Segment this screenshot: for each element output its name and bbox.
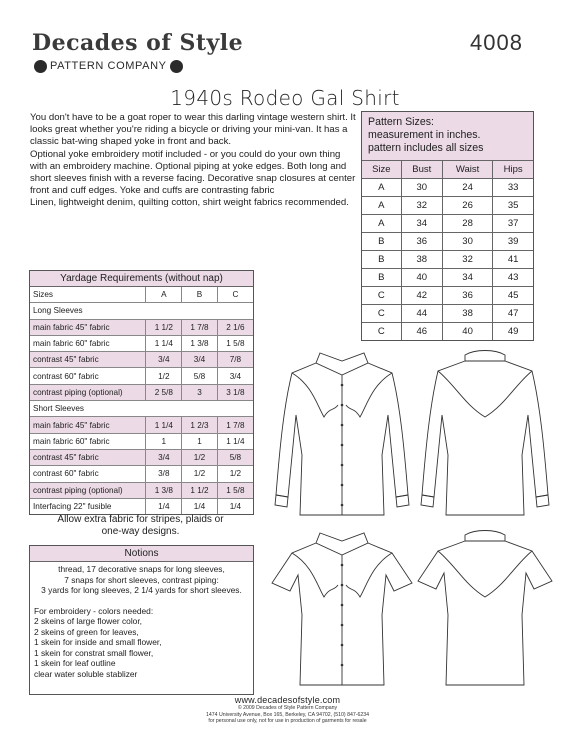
table-cell: A — [362, 197, 401, 215]
yardage-title: Yardage Requirements (without nap) — [30, 271, 253, 287]
table-cell: 3 1/8 — [217, 384, 253, 400]
table-cell: 44 — [401, 305, 442, 323]
table-cell: 1/4 — [182, 498, 218, 514]
table-cell: 34 — [442, 269, 492, 287]
table-cell: contrast 45" fabric — [30, 449, 146, 465]
address-text: 1474 University Avenue, Box 165, Berkeley, CA 94702, (510) 847-6234 — [205, 711, 370, 718]
table-cell: 33 — [493, 179, 533, 197]
table-cell: A — [362, 179, 401, 197]
table-cell: 38 — [401, 251, 442, 269]
table-cell: 28 — [442, 215, 492, 233]
table-cell: 1 7/8 — [182, 319, 218, 335]
table-cell: 3/4 — [146, 352, 182, 368]
notions-line: 1 skein for inside and small flower, — [34, 637, 162, 647]
table-row — [362, 197, 533, 215]
table-row — [30, 352, 253, 368]
section-row — [30, 303, 253, 319]
table-cell: 3/4 — [217, 368, 253, 384]
table-row — [362, 287, 533, 305]
table-cell: B — [362, 269, 401, 287]
notions-line: 1 skein for leaf outline — [34, 658, 116, 668]
table-cell: 41 — [493, 251, 533, 269]
yardage-table — [29, 270, 254, 515]
table-cell: 1 1/2 — [182, 482, 218, 498]
footer — [200, 695, 375, 725]
notions-line: 2 skeins of green for leaves, — [34, 626, 139, 637]
table-cell: 43 — [493, 269, 533, 287]
table-cell: C — [362, 323, 401, 341]
table-row — [30, 433, 253, 449]
table-cell: 24 — [442, 179, 492, 197]
short-sleeve-back-illustration — [410, 525, 560, 695]
page-title: 1940s Rodeo Gal Shirt — [170, 86, 400, 110]
table-cell: main fabric 60" fabric — [30, 335, 146, 351]
table-cell: 34 — [401, 215, 442, 233]
table-cell: 1 — [182, 433, 218, 449]
column-header: A — [146, 287, 182, 303]
table-cell: 47 — [493, 305, 533, 323]
table-cell: B — [362, 233, 401, 251]
table-row — [30, 384, 253, 400]
table-cell: A — [362, 215, 401, 233]
sizes-heading-line: pattern includes all sizes — [368, 142, 484, 154]
table-cell: 2 5/8 — [146, 384, 182, 400]
table-row — [30, 335, 253, 351]
table-cell: 35 — [493, 197, 533, 215]
table-cell: B — [362, 251, 401, 269]
column-header: B — [182, 287, 218, 303]
notions-line: For embroidery - colors needed: — [34, 605, 154, 616]
sizes-heading-line: measurement in inches. — [368, 129, 481, 141]
column-header: Bust — [401, 161, 442, 179]
table-cell: 40 — [442, 323, 492, 341]
intro-text — [30, 112, 358, 210]
table-header-row — [30, 287, 253, 303]
notions-title: Notions — [30, 546, 253, 562]
table-cell: 45 — [493, 287, 533, 305]
copyright-text: © 2009 Decades of Style Pattern Company — [237, 705, 338, 711]
pattern-sizes-table — [361, 111, 534, 341]
table-cell: 1/2 — [217, 466, 253, 482]
table-row — [362, 233, 533, 251]
table-row — [30, 449, 253, 465]
table-cell: contrast 45" fabric — [30, 352, 146, 368]
intro-paragraph: Linen, lightweight denim, quilting cotton, shirt weight fabrics recommended. — [30, 197, 349, 209]
table-cell: contrast 60" fabric — [30, 466, 146, 482]
table-header-row — [362, 161, 533, 179]
table-cell: 2 1/6 — [217, 319, 253, 335]
table-cell: 1/2 — [146, 368, 182, 384]
table-cell: 36 — [401, 233, 442, 251]
table-cell: 1 5/8 — [217, 335, 253, 351]
notions-box — [29, 545, 254, 695]
company-row — [34, 58, 183, 74]
table-row — [362, 251, 533, 269]
table-row — [30, 498, 253, 514]
table-row — [30, 482, 253, 498]
table-cell: 42 — [401, 287, 442, 305]
notions-line: 2 skeins of large flower color, — [34, 616, 142, 626]
table-cell: 1 3/8 — [182, 335, 218, 351]
table-cell: contrast 60" fabric — [30, 368, 146, 384]
table-row — [30, 466, 253, 482]
table-cell: 7/8 — [217, 352, 253, 368]
table-cell: C — [362, 305, 401, 323]
column-header: Hips — [493, 161, 533, 179]
table-row — [362, 215, 533, 233]
table-cell: 1/2 — [182, 466, 218, 482]
table-cell: 1 3/8 — [146, 482, 182, 498]
company-name: PATTERN COMPANY — [50, 60, 167, 72]
table-cell: 32 — [401, 197, 442, 215]
table-cell: 38 — [442, 305, 492, 323]
intro-paragraph: You don't have to be a goat roper to wear this darling vintage western shirt. It looks great whether you're riding a bicycle or driving your mini-van. It has a classic bat-wing shaped yoke in front and back. — [30, 112, 356, 148]
table-row — [362, 305, 533, 323]
table-cell: 30 — [442, 233, 492, 251]
section-row — [30, 401, 253, 417]
usage-note: for personal use only, not for use in production of garments for resale — [208, 718, 367, 724]
table-cell: 5/8 — [217, 449, 253, 465]
table-cell: main fabric 45" fabric — [30, 417, 146, 433]
table-cell: 1/4 — [217, 498, 253, 514]
table-cell: 1 1/2 — [146, 319, 182, 335]
table-row — [362, 179, 533, 197]
pattern-number: 4008 — [470, 30, 523, 55]
table-cell: 1 2/3 — [182, 417, 218, 433]
table-row — [30, 319, 253, 335]
notions-line: 3 yards for long sleeves, 2 1/4 yards for short sleeves. — [41, 585, 242, 595]
table-row — [362, 269, 533, 287]
long-sleeve-back-illustration — [410, 345, 560, 525]
allowance-line: one-way designs. — [101, 526, 180, 537]
yardage-grid — [30, 287, 253, 514]
table-cell: 3/4 — [182, 352, 218, 368]
column-header: Size — [362, 161, 401, 179]
column-header: Waist — [442, 161, 492, 179]
table-cell: 1 7/8 — [217, 417, 253, 433]
table-cell: 46 — [401, 323, 442, 341]
table-row — [30, 368, 253, 384]
table-cell: 39 — [493, 233, 533, 251]
short-sleeve-front-illustration — [262, 525, 422, 695]
table-cell: 1 1/4 — [146, 335, 182, 351]
table-cell: 1 1/4 — [217, 433, 253, 449]
notions-line: 7 snaps for short sleeves, contrast piping: — [64, 574, 219, 585]
table-cell: 26 — [442, 197, 492, 215]
table-cell: 3/4 — [146, 449, 182, 465]
table-row — [30, 417, 253, 433]
logo-badge-icon — [170, 60, 183, 73]
table-cell: 32 — [442, 251, 492, 269]
notions-line: 1 skein for constrat small flower, — [34, 647, 154, 658]
sizes-heading-line: Pattern Sizes: — [368, 116, 434, 128]
sizes-grid — [362, 160, 533, 340]
website-link[interactable]: www.decadesofstyle.com — [234, 695, 341, 705]
table-cell: 37 — [493, 215, 533, 233]
allowance-note — [29, 514, 252, 538]
brand-name: Decades of Style — [32, 30, 244, 56]
section-label: Short Sleeves — [30, 401, 253, 417]
column-header: Sizes — [33, 290, 54, 300]
table-cell: 5/8 — [182, 368, 218, 384]
table-cell: 1 5/8 — [217, 482, 253, 498]
table-cell: 40 — [401, 269, 442, 287]
table-cell: 1 — [146, 433, 182, 449]
table-cell: 1/4 — [146, 498, 182, 514]
table-cell: 3 — [182, 384, 218, 400]
table-cell: 3/8 — [146, 466, 182, 482]
table-row — [362, 323, 533, 341]
table-cell: 49 — [493, 323, 533, 341]
table-cell: contrast piping (optional) — [30, 482, 146, 498]
intro-paragraph: Optional yoke embroidery motif included - or you could do your own thing with an embroidery machine. Optional piping at yoke edges. Both long and short sleeves finish with a reverse facing. Decorative snap closures at center front and cuff edges. Yoke and cuffs are contrasting fabric — [30, 148, 356, 197]
table-cell: 30 — [401, 179, 442, 197]
table-cell: Interfacing 22" fusible — [30, 498, 146, 514]
long-sleeve-front-illustration — [262, 345, 422, 525]
logo-badge-icon — [34, 60, 47, 73]
section-label: Long Sleeves — [30, 303, 253, 319]
table-cell: 1 1/4 — [146, 417, 182, 433]
column-header: C — [217, 287, 253, 303]
table-cell: 1/2 — [182, 449, 218, 465]
notions-body — [30, 562, 253, 681]
table-cell: C — [362, 287, 401, 305]
notions-line: thread, 17 decorative snaps for long sleeves, — [58, 564, 225, 574]
pattern-sizes-heading — [362, 112, 533, 160]
table-cell: main fabric 60" fabric — [30, 433, 146, 449]
table-cell: 36 — [442, 287, 492, 305]
table-cell: main fabric 45" fabric — [30, 319, 146, 335]
allowance-line: Allow extra fabric for stripes, plaids or — [57, 514, 224, 525]
table-cell: contrast piping (optional) — [30, 384, 146, 400]
notions-line: clear water soluble stablizer — [34, 668, 138, 679]
